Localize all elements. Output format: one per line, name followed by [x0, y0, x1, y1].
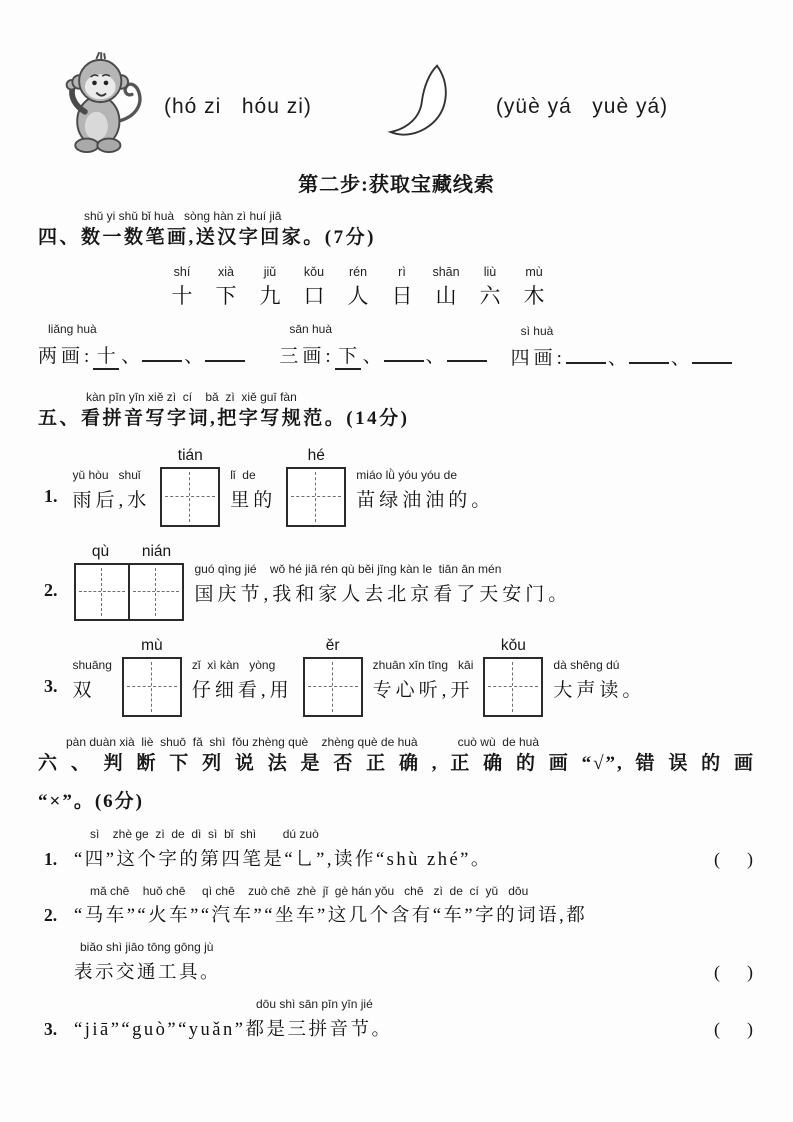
moon-pinyin-options[interactable]: (yüè yá yuè yá) — [495, 95, 669, 118]
answer-blank-line[interactable] — [205, 340, 245, 362]
section-six-title-line1: 六、判断下列说法是否正确,正确的画“√”,错误的画 — [38, 752, 755, 774]
sentence-segment: zhuān xīn tīng kāi 专心听,开 — [372, 657, 474, 702]
writing-box-cell: kǒu — [483, 637, 543, 717]
tianzige-writing-box[interactable] — [128, 563, 184, 621]
answer-blank-line[interactable] — [629, 342, 669, 364]
box-guide-horizontal — [133, 591, 179, 592]
item-number: 3. — [44, 1018, 58, 1039]
tianzige-writing-box[interactable] — [122, 657, 182, 717]
character-bank — [160, 264, 755, 310]
box-guide-vertical — [315, 472, 316, 522]
writing-box-cell: hé — [286, 447, 346, 527]
writing-box-cell: ěr — [303, 637, 363, 717]
item-number: 1. — [44, 486, 58, 507]
prefilled-answer: 十 — [93, 341, 119, 370]
section-six-pinyin: pàn duàn xià liè shuō fǎ shì fǒu zhèng què zhèng què de huà cuò wù de huà — [66, 735, 539, 750]
stroke-count-groups — [38, 322, 755, 370]
sentence-segment: dà shēng dú 大声读。 — [553, 657, 646, 702]
box-guide-horizontal — [308, 686, 358, 687]
picture-question-row — [58, 52, 755, 162]
tianzige-writing-box[interactable] — [286, 467, 346, 527]
sentence-segment: zǐ xì kàn yòng 仔细看,用 — [191, 657, 293, 702]
box-guide-horizontal — [291, 496, 341, 497]
box-guide-vertical — [512, 662, 513, 712]
sentence-segment: guó qìng jié wǒ hé jiā rén qù běi jīng kàn le tiān ān mén 国庆节,我和家人去北京看了天安门。 — [194, 561, 572, 606]
tianzige-writing-box[interactable] — [160, 467, 220, 527]
step-header-title: 第二步:获取宝藏线索 — [298, 174, 495, 196]
judgment-item-2: mǎ chē huǒ chē qì chē zuò chē zhè jǐ gè hán yǒu chē zì de cí yǔ dōu 2. “马车”“火车”“汽车”“坐车”这几个含有“车”字的词语,都 — [44, 883, 588, 927]
stroke-group-four-strokes: sì huà 四画: 、 、 — [511, 324, 732, 370]
answer-parentheses[interactable]: ( ) — [714, 848, 753, 869]
stroke-group-three-strokes: sān huà 三画: 下 、 、 — [279, 322, 486, 370]
answer-blank-line[interactable] — [566, 342, 606, 364]
box-guide-vertical — [189, 472, 190, 522]
group-label: 三画: — [279, 346, 335, 368]
answer-blank-line[interactable] — [384, 340, 424, 362]
prefilled-answer: 下 — [335, 341, 361, 370]
item-number: 3. — [44, 676, 58, 697]
group-label: 两画: — [38, 346, 94, 368]
bank-character: liù 六 — [479, 265, 501, 309]
bank-character: rì 日 — [391, 265, 413, 309]
item-number: 2. — [44, 905, 58, 926]
section-five — [38, 390, 755, 717]
writing-box-cell: tián — [160, 447, 220, 527]
tianzige-writing-box[interactable] — [483, 657, 543, 717]
monkey-illustration — [58, 52, 154, 163]
tianzige-writing-box[interactable] — [74, 563, 130, 621]
section-four — [38, 209, 755, 370]
sentence-segment: lǐ de 里的 — [230, 467, 277, 512]
judgment-item-1: sì zhè ge zì de dì sì bǐ shì dú zuò 1. “四”这个字的第四笔是“乚”,读作“shù zhé”。 ( ) — [44, 827, 753, 870]
writing-box-pair: qù nián — [73, 543, 185, 621]
box-guide-vertical — [155, 568, 156, 616]
answer-parentheses[interactable]: ( ) — [714, 961, 753, 982]
section-five-pinyin: kàn pīn yīn xiě zì cí bǎ zì xiě guī fàn — [86, 390, 297, 405]
item-number: 1. — [44, 848, 58, 869]
judgment-item-2-continued: biǎo shì jiāo tōng gōng jù 表示交通工具。 ( ) — [74, 940, 753, 983]
box-guide-vertical — [151, 662, 152, 712]
box-guide-horizontal — [488, 686, 538, 687]
crescent-moon-illustration — [376, 60, 462, 155]
section-four-pinyin: shǔ yi shǔ bǐ huà sòng hàn zì huí jiā — [84, 209, 282, 223]
box-guide-horizontal — [79, 591, 125, 592]
bank-character: jiǔ 九 — [259, 265, 281, 309]
item-number: 2. — [44, 580, 58, 601]
answer-blank-line[interactable] — [142, 340, 182, 362]
section-six — [38, 735, 755, 1040]
section-six-title-line2: “×”。(6分) — [38, 790, 144, 812]
box-guide-horizontal — [165, 496, 215, 497]
bank-character: kǒu 口 — [303, 265, 325, 309]
sentence-segment: shuāng 双 — [72, 657, 112, 702]
bank-character: xià 下 — [215, 265, 237, 309]
bank-character: shān 山 — [432, 265, 460, 309]
writing-item-2 — [38, 543, 755, 621]
group-label: 四画: — [510, 348, 566, 370]
sentence-segment: miáo lǜ yóu yóu de 苗绿油油的。 — [356, 467, 495, 512]
judgment-item-3: dōu shì sān pīn yīn jié 3. “jiā”“guò”“yuǎn”都是三拼音节。 ( ) — [44, 996, 753, 1040]
writing-item-1 — [38, 447, 755, 527]
tianzige-writing-box[interactable] — [303, 657, 363, 717]
section-four-title: 四、数一数笔画,送汉字回家。(7分) — [38, 226, 376, 248]
box-guide-vertical — [101, 568, 102, 616]
answer-blank-line[interactable] — [447, 340, 487, 362]
sentence-segment: yǔ hòu shuǐ 雨后,水 — [72, 467, 151, 512]
answer-blank-line[interactable] — [692, 342, 732, 364]
box-guide-horizontal — [127, 686, 177, 687]
box-guide-vertical — [332, 662, 333, 712]
writing-item-3 — [38, 637, 755, 717]
section-five-title: 五、看拼音写字词,把字写规范。(14分) — [38, 407, 410, 429]
monkey-pinyin-options[interactable]: (hó zi hóu zi) — [164, 95, 312, 118]
answer-parentheses[interactable]: ( ) — [714, 1018, 753, 1039]
stroke-group-two-strokes: liǎng huà 两画: 十 、 、 — [38, 322, 245, 370]
writing-box-cell: mù — [122, 637, 182, 717]
bank-character: mù 木 — [523, 265, 545, 309]
bank-character: shí 十 — [171, 265, 193, 309]
bank-character: rén 人 — [347, 265, 369, 309]
